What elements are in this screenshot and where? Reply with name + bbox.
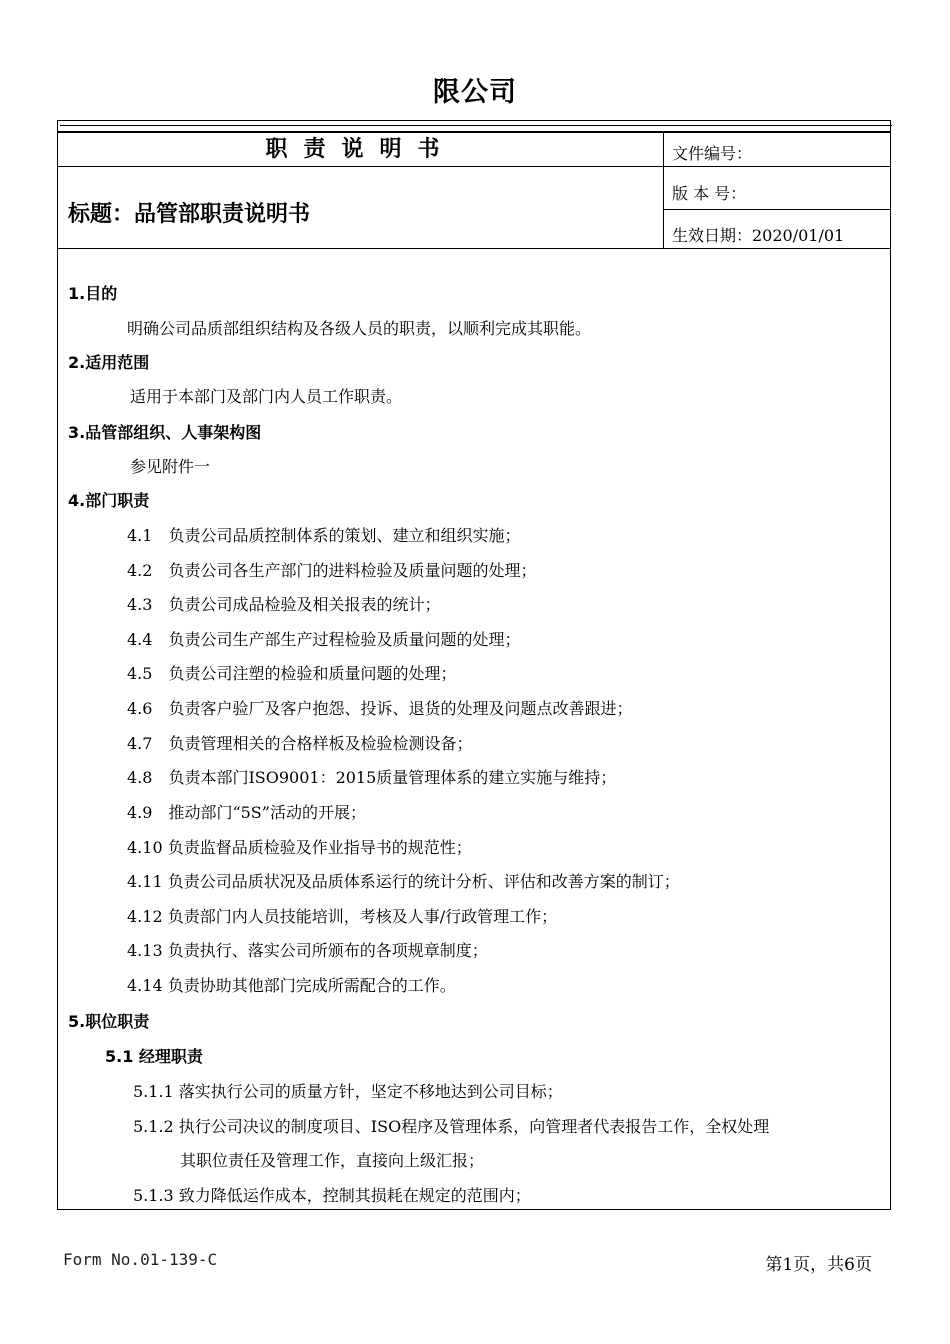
list-item: 5.1.1 落实执行公司的质量方针，坚定不移地达到公司目标； bbox=[133, 1082, 563, 1101]
section-5-1-heading: 5.1 经理职责 bbox=[105, 1047, 203, 1066]
list-item: 4.12 负责部门内人员技能培训，考核及人事/行政管理工作； bbox=[127, 907, 558, 926]
effective-date: 生效日期：2020/01/01 bbox=[672, 226, 845, 245]
version-label: 版 本 号： bbox=[672, 184, 747, 203]
list-item: 5.1.2 执行公司决议的制度项目、ISO程序及管理体系，向管理者代表报告工作，全权处理 bbox=[133, 1117, 770, 1136]
section-2-text: 适用于本部门及部门内人员工作职责。 bbox=[130, 387, 403, 406]
list-item-continuation: 其职位责任及管理工作，直接向上级汇报； bbox=[180, 1151, 485, 1170]
header-rule-right-2 bbox=[663, 209, 891, 210]
section-2-heading: 2.适用范围 bbox=[68, 353, 150, 372]
list-item: 4.6 负责客户验厂及客户抱怨、投诉、退货的处理及问题点改善跟进； bbox=[127, 699, 633, 718]
list-item: 4.13 负责执行、落实公司所颁布的各项规章制度； bbox=[127, 941, 488, 960]
list-item: 4.14 负责协助其他部门完成所需配合的工作。 bbox=[127, 976, 456, 995]
list-item: 4.7 负责管理相关的合格样板及检验检测设备； bbox=[127, 734, 473, 753]
frame-double-line bbox=[60, 125, 892, 126]
form-number: Form No.01-139-C bbox=[63, 1250, 218, 1269]
section-1-text: 明确公司品质部组织结构及各级人员的职责，以顺利完成其职能。 bbox=[127, 319, 592, 338]
list-item: 4.3 负责公司成品检验及相关报表的统计； bbox=[127, 595, 441, 614]
section-5-heading: 5.职位职责 bbox=[68, 1012, 150, 1031]
list-item: 4.5 负责公司注塑的检验和质量问题的处理； bbox=[127, 664, 457, 683]
list-item: 4.1 负责公司品质控制体系的策划、建立和组织实施； bbox=[127, 526, 521, 545]
list-item: 4.4 负责公司生产部生产过程检验及质量问题的处理； bbox=[127, 630, 521, 649]
list-item: 4.8 负责本部门ISO9001：2015质量管理体系的建立实施与维持； bbox=[127, 768, 617, 787]
section-3-text: 参见附件一 bbox=[130, 457, 211, 476]
page-number: 第1页，共6页 bbox=[765, 1255, 872, 1275]
list-item: 5.1.3 致力降低运作成本，控制其损耗在规定的范围内； bbox=[133, 1186, 531, 1205]
header-rule-left bbox=[58, 166, 663, 167]
section-1-heading: 1.目的 bbox=[68, 284, 118, 303]
section-3-heading: 3.品管部组织、人事架构图 bbox=[68, 423, 262, 442]
header-table bbox=[58, 131, 891, 249]
list-item: 4.9 推动部门“5S”活动的开展； bbox=[127, 803, 366, 822]
doc-title: 职责说明书 bbox=[265, 137, 456, 162]
list-item: 4.11 负责公司品质状况及品质体系运行的统计分析、评估和改善方案的制订； bbox=[127, 872, 680, 891]
company-title: 限公司 bbox=[433, 77, 517, 108]
header-divider bbox=[663, 133, 664, 248]
file-no-label: 文件编号： bbox=[672, 144, 753, 163]
list-item: 4.2 负责公司各生产部门的进料检验及质量问题的处理； bbox=[127, 561, 537, 580]
doc-subject: 标题：品管部职责说明书 bbox=[68, 202, 311, 227]
header-rule-right-1 bbox=[663, 166, 891, 167]
section-4-heading: 4.部门职责 bbox=[68, 491, 150, 510]
list-item: 4.10 负责监督品质检验及作业指导书的规范性； bbox=[127, 838, 472, 857]
